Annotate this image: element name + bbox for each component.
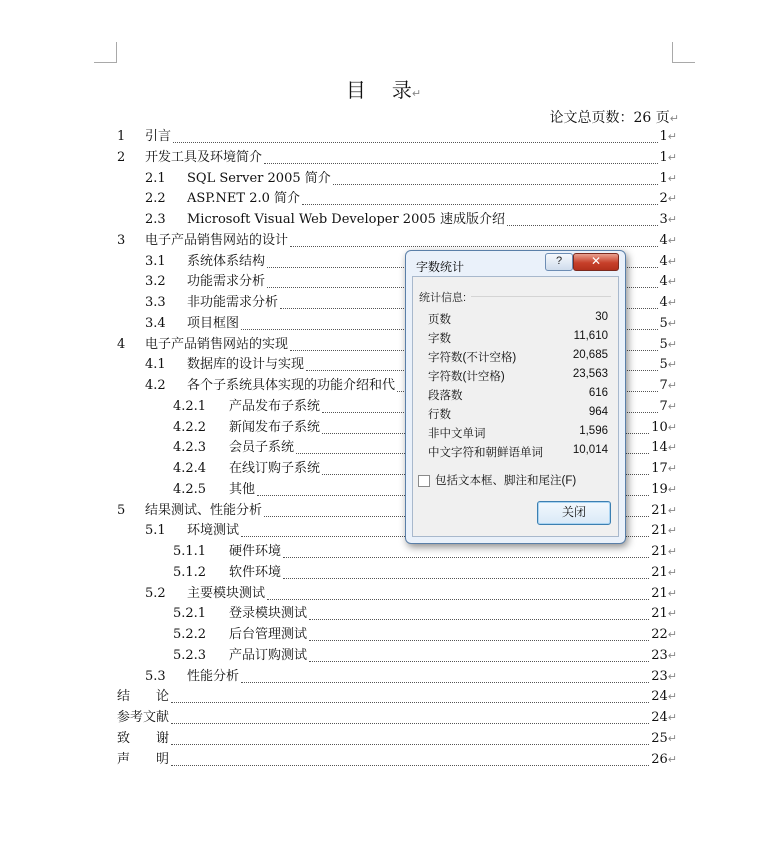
include-textboxes-checkbox[interactable] (418, 472, 576, 488)
toc-entry-page: 7 (659, 378, 668, 393)
paragraph-mark-icon: ↵ (667, 711, 677, 724)
toc-entry-number: 4.2 (145, 378, 166, 393)
statistic-value: 20,685 (572, 349, 608, 361)
toc-entry-title: 系统体系结构 (187, 253, 266, 269)
statistic-value: 10,014 (572, 444, 608, 456)
paragraph-mark-icon: ↵ (667, 607, 677, 621)
toc-entry-title: 新闻发布子系统 (229, 419, 321, 435)
toc-entry-number: 4 (117, 336, 126, 352)
toc-entry-page: 10 (651, 419, 668, 435)
toc-leader-dots (171, 702, 649, 703)
toc-entry-number: 3.3 (145, 295, 166, 310)
toc-leader-dots (309, 640, 649, 641)
total-pages-label (550, 107, 679, 127)
toc-entry-page: 21 (651, 544, 668, 559)
toc-entry-number: 5.1.2 (173, 564, 207, 580)
dialog-titlebar[interactable] (406, 251, 625, 277)
toc-entry-title: 各个子系统具体实现的功能介绍和代 (187, 378, 396, 393)
paragraph-mark-icon: ↵ (667, 337, 677, 351)
statistic-label: 中文字符和朝鲜语单词 (428, 447, 543, 459)
paragraph-mark-icon: ↵ (667, 130, 677, 143)
toc-entry[interactable] (173, 646, 677, 666)
toc-leader-dots (173, 142, 657, 143)
toc-entry-number: 3.1 (145, 253, 166, 269)
toc-leader-dots (267, 599, 649, 600)
statistic-label: 字符数(计空格) (428, 371, 505, 383)
word-count-dialog (405, 250, 626, 544)
toc-entry-number: 2.3 (145, 212, 166, 227)
paragraph-mark-icon: ↵ (667, 254, 677, 268)
paragraph-mark-icon: ↵ (667, 586, 677, 600)
toc-entry-number: 5.3 (145, 668, 166, 684)
paragraph-mark-icon: ↵ (667, 628, 677, 641)
toc-entry-page: 21 (651, 606, 668, 622)
toc-entry-page: 23 (651, 647, 668, 663)
toc-entry[interactable] (173, 625, 677, 645)
toc-entry[interactable] (117, 148, 677, 168)
toc-entry-title: 引言 (145, 129, 172, 144)
paragraph-mark-icon: ↵ (667, 524, 677, 538)
toc-entry-page: 4 (659, 253, 668, 269)
dialog-body (412, 276, 619, 537)
toc-entry-page: 17 (651, 461, 668, 476)
toc-entry-number: 2 (117, 149, 126, 165)
statistic-row (428, 311, 608, 330)
paragraph-mark-icon: ↵ (667, 420, 677, 434)
paragraph-mark-icon: ↵ (667, 669, 677, 683)
toc-entry-page: 21 (651, 523, 668, 539)
checkbox-label: 包括文本框、脚注和尾注(F) (435, 475, 577, 487)
toc-entry-title: 产品发布子系统 (229, 398, 321, 414)
paragraph-mark-icon: ↵ (667, 545, 677, 558)
toc-entry-title: 电子产品销售网站的实现 (145, 336, 289, 352)
toc-entry-page: 1 (659, 170, 668, 186)
toc-entry[interactable] (117, 708, 677, 728)
toc-entry-number: 4.2.3 (173, 440, 207, 456)
paragraph-mark-icon: ↵ (667, 462, 677, 475)
checkbox-icon[interactable] (418, 475, 430, 487)
close-window-button[interactable]: ✕ (573, 253, 619, 271)
total-pages-text: 论文总页数：26 页 (549, 110, 670, 126)
toc-leader-dots (171, 744, 649, 745)
statistic-row (428, 330, 608, 349)
toc-entry-page: 21 (651, 564, 668, 580)
toc-entry-number: 2.2 (145, 191, 166, 207)
toc-entry-page: 21 (651, 502, 668, 518)
toc-entry[interactable] (117, 127, 677, 147)
toc-entry-title: 后台管理测试 (229, 627, 308, 642)
toc-entry-page: 24 (651, 710, 668, 725)
statistic-value: 964 (588, 406, 608, 418)
toc-leader-dots (264, 163, 657, 164)
paragraph-mark-icon: ↵ (667, 316, 677, 330)
toc-entry[interactable] (117, 687, 677, 707)
toc-entry-title: 硬件环境 (229, 544, 282, 559)
paragraph-mark-icon: ↵ (669, 112, 679, 125)
paragraph-mark-icon: ↵ (667, 358, 677, 372)
toc-entry[interactable] (117, 231, 677, 251)
statistic-value: 30 (595, 311, 608, 323)
statistic-label: 字数 (428, 333, 451, 345)
section-divider (471, 296, 611, 297)
toc-entry-page: 25 (651, 730, 668, 746)
toc-entry-number: 3.4 (145, 315, 166, 331)
paragraph-mark-icon: ↵ (667, 275, 677, 289)
toc-entry-title: SQL Server 2005 简介 (187, 170, 331, 186)
toc-entry-title: 非功能需求分析 (187, 295, 279, 310)
paragraph-mark-icon: ↵ (667, 150, 677, 164)
toc-entry-number: 5.2.3 (173, 647, 207, 663)
statistic-value: 616 (588, 387, 608, 399)
toc-entry-page: 26 (651, 751, 668, 767)
toc-entry-title: 登录模块测试 (229, 606, 308, 622)
statistic-row (428, 425, 608, 444)
statistic-label: 行数 (428, 409, 451, 421)
paragraph-mark-icon: ↵ (667, 192, 677, 206)
toc-entry-page: 24 (651, 689, 668, 705)
statistic-value: 23,563 (572, 368, 608, 380)
statistic-label: 段落数 (428, 390, 463, 402)
toc-entry[interactable] (173, 563, 677, 583)
toc-entry-title: 会员子系统 (229, 440, 295, 456)
toc-entry-title: 声 明 (117, 751, 170, 767)
toc-entry-page: 5 (659, 336, 668, 352)
toc-entry-title: 参考文献 (117, 710, 170, 725)
statistic-label: 非中文单词 (428, 428, 486, 440)
toc-entry-title: 环境测试 (187, 523, 240, 539)
statistic-label: 页数 (428, 314, 451, 326)
toc-entry-number: 5 (117, 502, 126, 518)
toc-leader-dots (283, 557, 649, 558)
toc-entry-page: 7 (659, 398, 668, 414)
toc-entry-title: 开发工具及环境简介 (145, 149, 263, 165)
toc-entry-title: 功能需求分析 (187, 274, 266, 290)
toc-entry-number: 4.2.4 (173, 461, 207, 476)
paragraph-mark-icon: ↵ (667, 399, 677, 413)
paragraph-mark-icon: ↵ (667, 503, 677, 517)
toc-entry-number: 5.2 (145, 585, 166, 601)
toc-leader-dots (283, 578, 649, 579)
close-button[interactable]: 关闭 (537, 501, 611, 525)
toc-entry-page: 4 (659, 274, 668, 290)
toc-leader-dots (171, 765, 649, 766)
toc-leader-dots (302, 204, 657, 205)
toc-entry-title: 在线订购子系统 (229, 461, 321, 476)
toc-entry[interactable] (117, 750, 677, 770)
toc-entry-page: 1 (659, 149, 668, 165)
toc-entry[interactable] (145, 169, 677, 189)
toc-entry-title: 软件环境 (229, 564, 282, 580)
toc-entry-number: 4.2.5 (173, 481, 207, 497)
toc-entry-page: 3 (659, 212, 668, 227)
toc-entry-title: 数据库的设计与实现 (187, 357, 305, 373)
toc-entry-title: 结果测试、性能分析 (145, 502, 263, 518)
toc-leader-dots (241, 682, 649, 683)
page-corner-mark-left (94, 42, 117, 63)
toc-leader-dots (171, 723, 649, 724)
toc-entry-number: 4.2.1 (173, 398, 207, 414)
toc-entry-title: 产品订购测试 (229, 647, 308, 663)
toc-entry-page: 4 (659, 295, 668, 310)
toc-leader-dots (290, 246, 657, 247)
statistic-row (428, 368, 608, 387)
toc-entry-number: 4.1 (145, 357, 166, 373)
paragraph-mark-icon: ↵ (667, 752, 677, 766)
toc-entry-title: 项目框图 (187, 315, 240, 331)
toc-entry-number: 5.2.2 (173, 627, 207, 642)
toc-heading-char-1: 目 (345, 78, 366, 102)
toc-entry-page: 4 (659, 232, 668, 248)
toc-entry-page: 5 (659, 357, 668, 373)
statistic-row (428, 444, 608, 463)
toc-entry-page: 2 (659, 191, 668, 207)
toc-entry[interactable] (145, 210, 677, 230)
toc-heading (0, 74, 767, 103)
paragraph-mark-icon: ↵ (667, 565, 677, 579)
toc-entry-page: 19 (651, 481, 668, 497)
toc-entry-title: 其他 (229, 481, 256, 497)
statistic-row (428, 387, 608, 406)
toc-entry-page: 23 (651, 668, 668, 684)
paragraph-mark-icon: ↵ (667, 379, 677, 392)
paragraph-mark-icon: ↵ (667, 213, 677, 226)
statistic-value: 1,596 (579, 425, 608, 437)
page-corner-mark-right (672, 42, 695, 63)
toc-entry-page: 21 (651, 585, 668, 601)
statistics-section-label: 统计信息: (419, 292, 467, 304)
toc-entry-number: 2.1 (145, 170, 166, 186)
toc-leader-dots (309, 661, 649, 662)
toc-entry-number: 5.1.1 (173, 544, 207, 559)
toc-entry[interactable] (173, 604, 677, 624)
paragraph-mark-icon: ↵ (667, 171, 677, 185)
toc-entry-title: 电子产品销售网站的设计 (145, 232, 289, 248)
toc-entry-number: 5.1 (145, 523, 166, 539)
toc-leader-dots (309, 619, 649, 620)
dialog-title: 字数统计 (416, 260, 465, 274)
help-button[interactable]: ? (545, 253, 573, 271)
statistic-row (428, 406, 608, 425)
toc-leader-dots (507, 225, 657, 226)
paragraph-mark-icon: ↵ (667, 690, 677, 704)
toc-entry-number: 1 (117, 129, 126, 144)
toc-entry-number: 3.2 (145, 274, 166, 290)
paragraph-mark-icon: ↵ (667, 296, 677, 309)
paragraph-mark-icon: ↵ (411, 87, 422, 100)
paragraph-mark-icon: ↵ (667, 441, 677, 455)
toc-entry-number: 4.2.2 (173, 419, 207, 435)
paragraph-mark-icon: ↵ (667, 731, 677, 745)
toc-entry[interactable] (145, 584, 677, 604)
statistic-value: 11,610 (573, 330, 608, 342)
statistic-row (428, 349, 608, 368)
statistic-label: 字符数(不计空格) (428, 352, 517, 364)
toc-entry-title: ASP.NET 2.0 简介 (187, 191, 301, 207)
toc-entry-title: 结 论 (117, 689, 170, 705)
toc-entry[interactable] (173, 542, 677, 562)
toc-entry-page: 14 (651, 440, 668, 456)
toc-entry-number: 5.2.1 (173, 606, 207, 622)
toc-entry-number: 3 (117, 232, 126, 248)
toc-entry-title: 致 谢 (117, 730, 170, 746)
toc-leader-dots (333, 184, 658, 185)
toc-entry-title: Microsoft Visual Web Developer 2005 速成版介绍 (187, 212, 506, 227)
toc-entry-title: 性能分析 (187, 668, 240, 684)
toc-entry-page: 1 (659, 129, 668, 144)
paragraph-mark-icon: ↵ (667, 233, 677, 247)
toc-entry[interactable] (145, 189, 677, 209)
toc-entry-page: 5 (659, 315, 668, 331)
toc-heading-char-2: 录 (391, 78, 412, 102)
paragraph-mark-icon: ↵ (667, 648, 677, 662)
toc-entry-title: 主要模块测试 (187, 585, 266, 601)
toc-entry-page: 22 (651, 627, 668, 642)
toc-entry[interactable] (117, 729, 677, 749)
paragraph-mark-icon: ↵ (667, 482, 677, 496)
toc-entry[interactable] (145, 667, 677, 687)
